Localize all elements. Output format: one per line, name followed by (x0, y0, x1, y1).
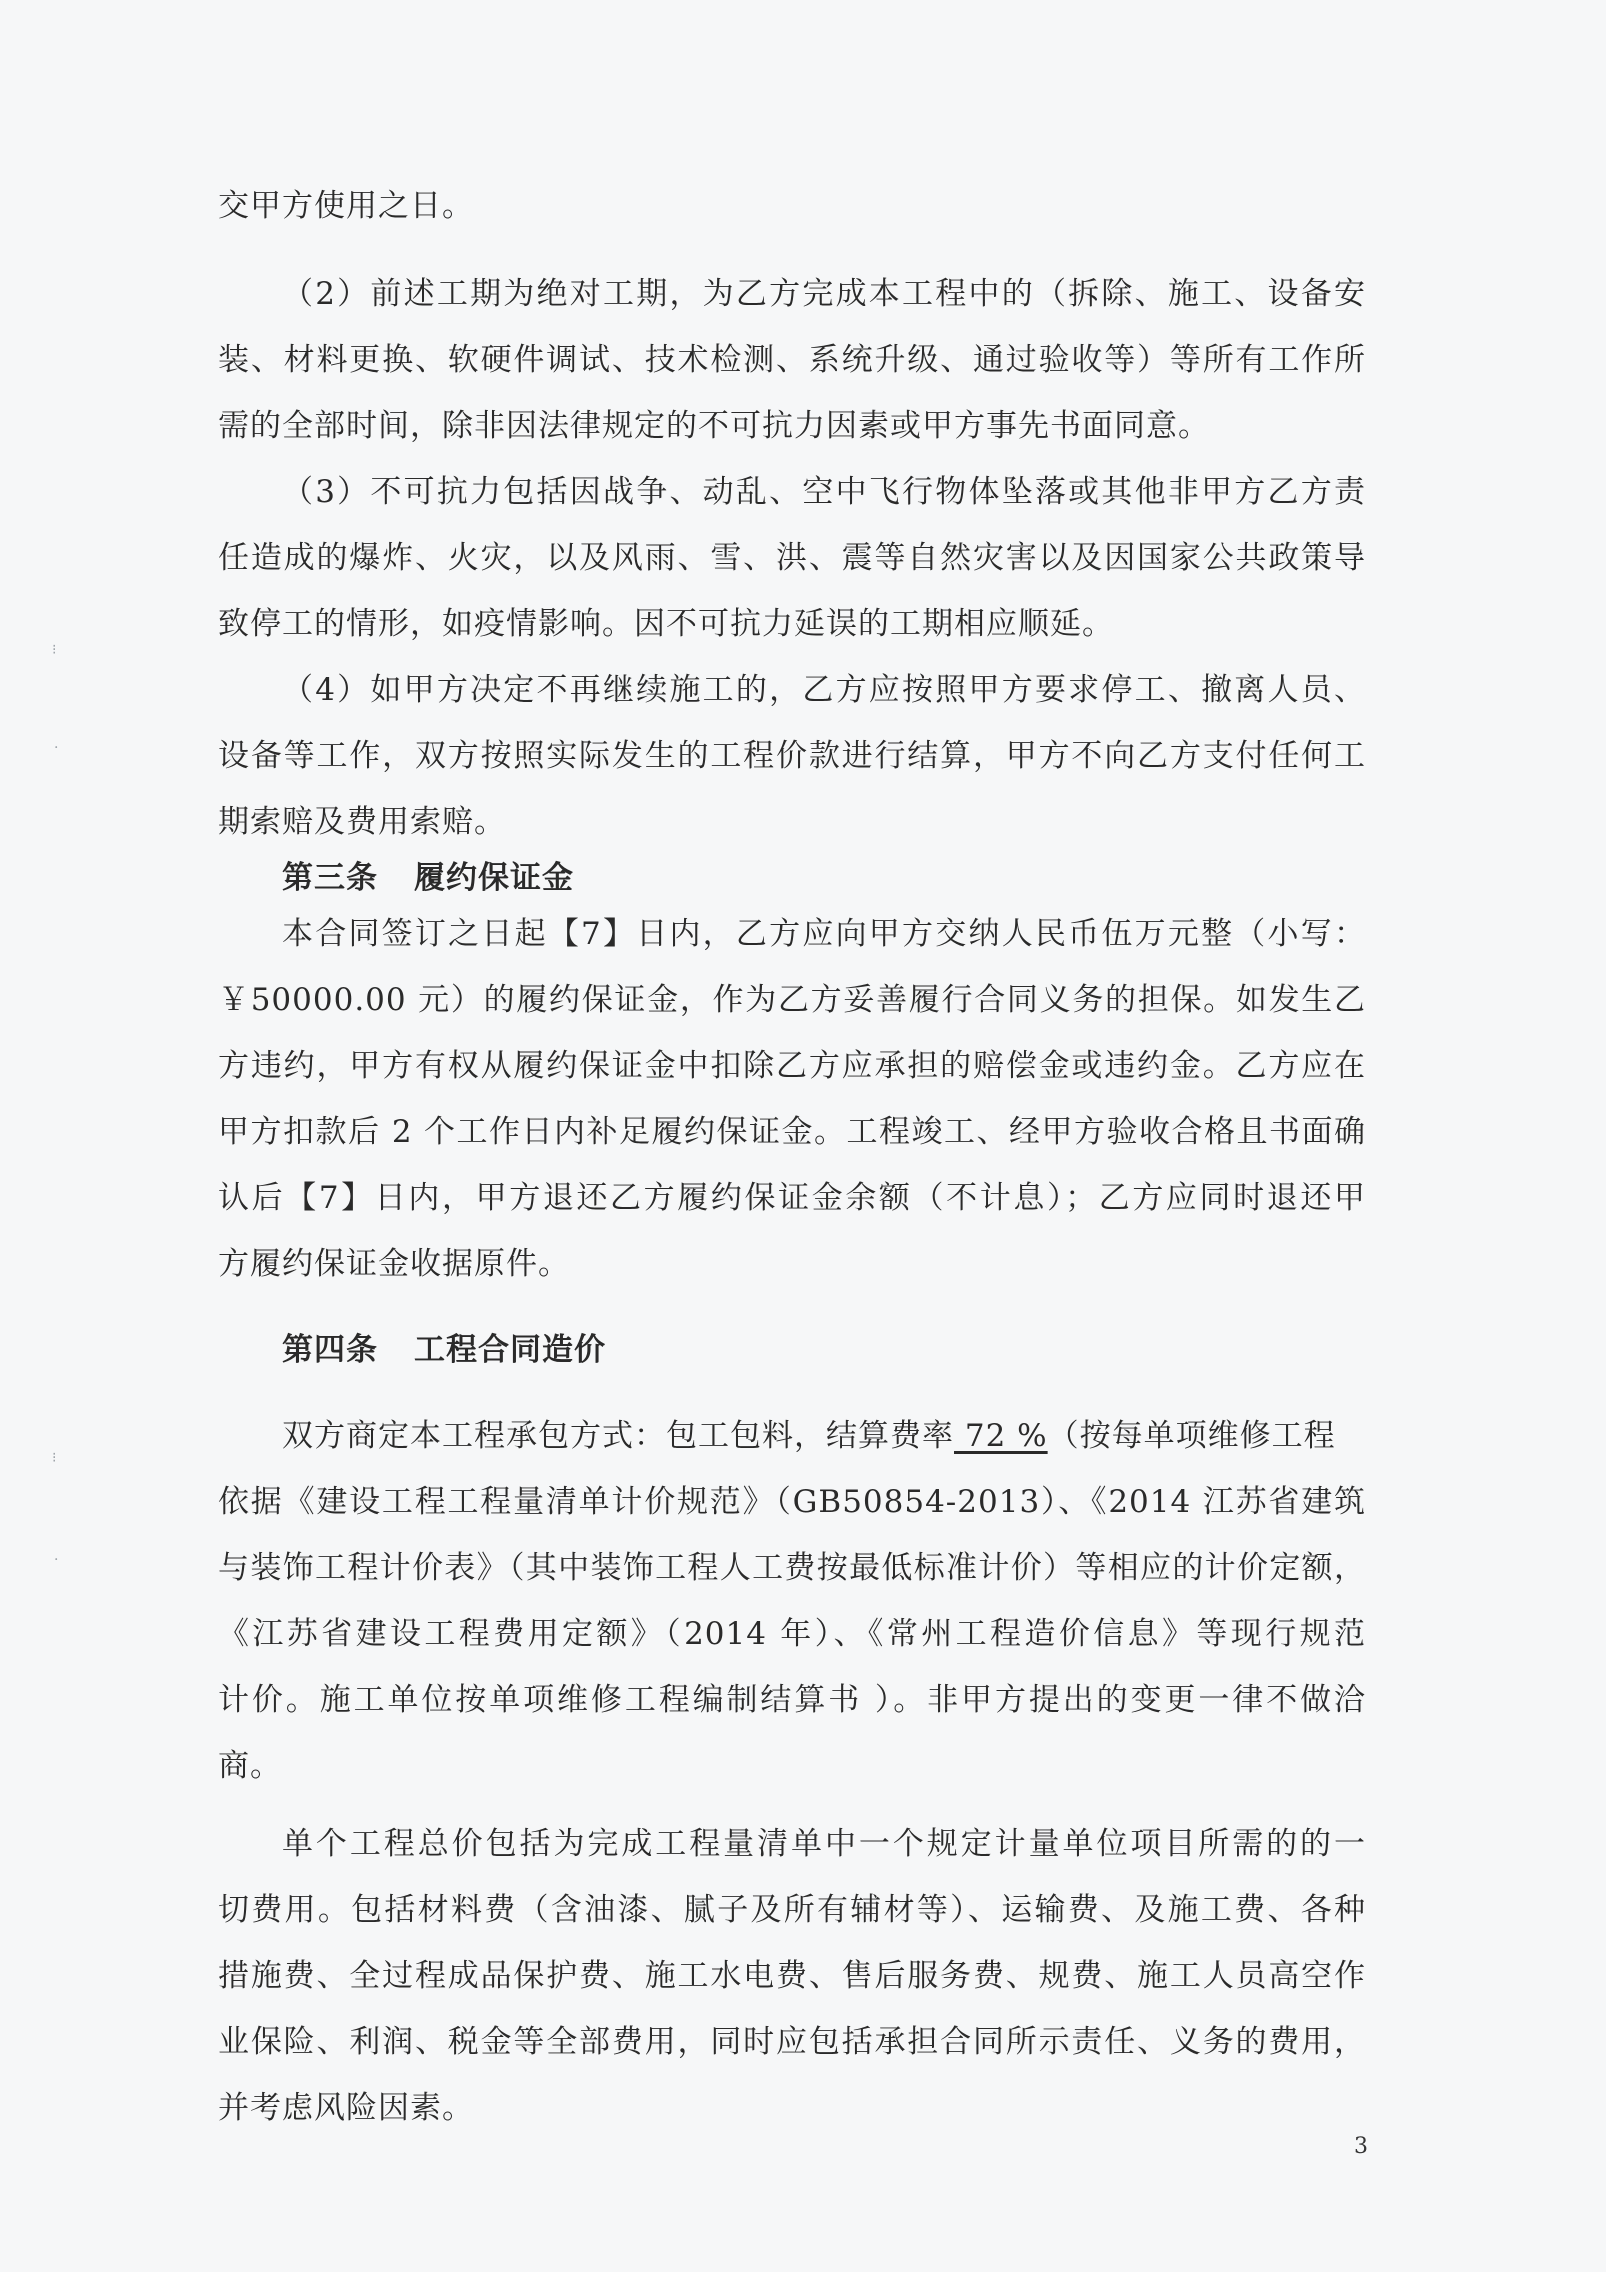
paragraph-line: 并考虑风险因素。 (218, 2090, 474, 2126)
scan-margin-mark: ⁝ (52, 642, 57, 658)
paragraph-line (218, 1416, 1366, 1456)
paragraph-line: 商。 (218, 1748, 282, 1784)
section-heading-article-4 (282, 1330, 606, 1370)
paragraph-line: 交甲方使用之日。 (218, 188, 474, 224)
paragraph-line: ￥50000.00 元）的履约保证金，作为乙方妥善履行合同义务的担保。如发生乙 (218, 982, 1366, 1018)
paragraph-line: 依据《建设工程工程量清单计价规范》（GB50854-2013）、《2014 江苏省建筑 (218, 1484, 1366, 1520)
paragraph-line: 方履约保证金收据原件。 (218, 1246, 570, 1282)
article-title: 工程合同造价 (414, 1332, 606, 1368)
paragraph-line: 认后【7】日内，甲方退还乙方履约保证金余额（不计息）；乙方应同时退还甲 (218, 1180, 1366, 1216)
text-segment: （按每单项维修工程 (1047, 1418, 1336, 1454)
paragraph-line: （3）不可抗力包括因战争、动乱、空中飞行物体坠落或其他非甲方乙方责 (282, 474, 1366, 510)
paragraph-line: （4）如甲方决定不再继续施工的，乙方应按照甲方要求停工、撤离人员、 (282, 672, 1366, 708)
paragraph-line: 本合同签订之日起【7】日内，乙方应向甲方交纳人民币伍万元整（小写： (282, 916, 1366, 952)
page-number: 3 (1354, 2134, 1368, 2159)
paragraph-line: 切费用。包括材料费（含油漆、腻子及所有辅材等）、运输费、及施工费、各种 (218, 1892, 1366, 1928)
paragraph-line: 业保险、利润、税金等全部费用，同时应包括承担合同所示责任、义务的费用， (218, 2024, 1366, 2060)
article-number: 第三条 (282, 860, 378, 896)
paragraph-line: 方违约，甲方有权从履约保证金中扣除乙方应承担的赔偿金或违约金。乙方应在 (218, 1048, 1366, 1084)
paragraph-line: 设备等工作，双方按照实际发生的工程价款进行结算，甲方不向乙方支付任何工 (218, 738, 1366, 774)
paragraph-line: 任造成的爆炸、火灾，以及风雨、雪、洪、震等自然灾害以及因国家公共政策导 (218, 540, 1366, 576)
paragraph-line: 需的全部时间，除非因法律规定的不可抗力因素或甲方事先书面同意。 (218, 408, 1210, 444)
settlement-rate: 72 % (954, 1418, 1048, 1454)
scan-margin-mark: · (54, 1552, 59, 1568)
paragraph-line: （2）前述工期为绝对工期，为乙方完成本工程中的（拆除、施工、设备安 (282, 276, 1366, 312)
scan-margin-mark: · (54, 740, 59, 756)
paragraph-line: 装、材料更换、软硬件调试、技术检测、系统升级、通过验收等）等所有工作所 (218, 342, 1366, 378)
article-number: 第四条 (282, 1332, 378, 1368)
section-heading-article-3 (282, 858, 574, 898)
paragraph-line: 致停工的情形，如疫情影响。因不可抗力延误的工期相应顺延。 (218, 606, 1114, 642)
paragraph-line: 期索赔及费用索赔。 (218, 804, 506, 840)
paragraph-line: 《江苏省建设工程费用定额》（2014 年）、《常州工程造价信息》等现行规范 (218, 1616, 1366, 1652)
scan-margin-mark: ⁝ (52, 1450, 57, 1466)
paragraph-line: 计价。施工单位按单项维修工程编制结算书 ）。非甲方提出的变更一律不做洽 (218, 1682, 1366, 1718)
article-title: 履约保证金 (414, 860, 574, 896)
paragraph-line: 措施费、全过程成品保护费、施工水电费、售后服务费、规费、施工人员高空作 (218, 1958, 1366, 1994)
paragraph-line: 甲方扣款后 2 个工作日内补足履约保证金。工程竣工、经甲方验收合格且书面确 (218, 1114, 1366, 1150)
paragraph-line: 单个工程总价包括为完成工程量清单中一个规定计量单位项目所需的的一 (282, 1826, 1366, 1862)
text-segment: 双方商定本工程承包方式：包工包料，结算费率 (282, 1418, 954, 1454)
paragraph-line: 与装饰工程计价表》（其中装饰工程人工费按最低标准计价）等相应的计价定额， (218, 1550, 1366, 1586)
